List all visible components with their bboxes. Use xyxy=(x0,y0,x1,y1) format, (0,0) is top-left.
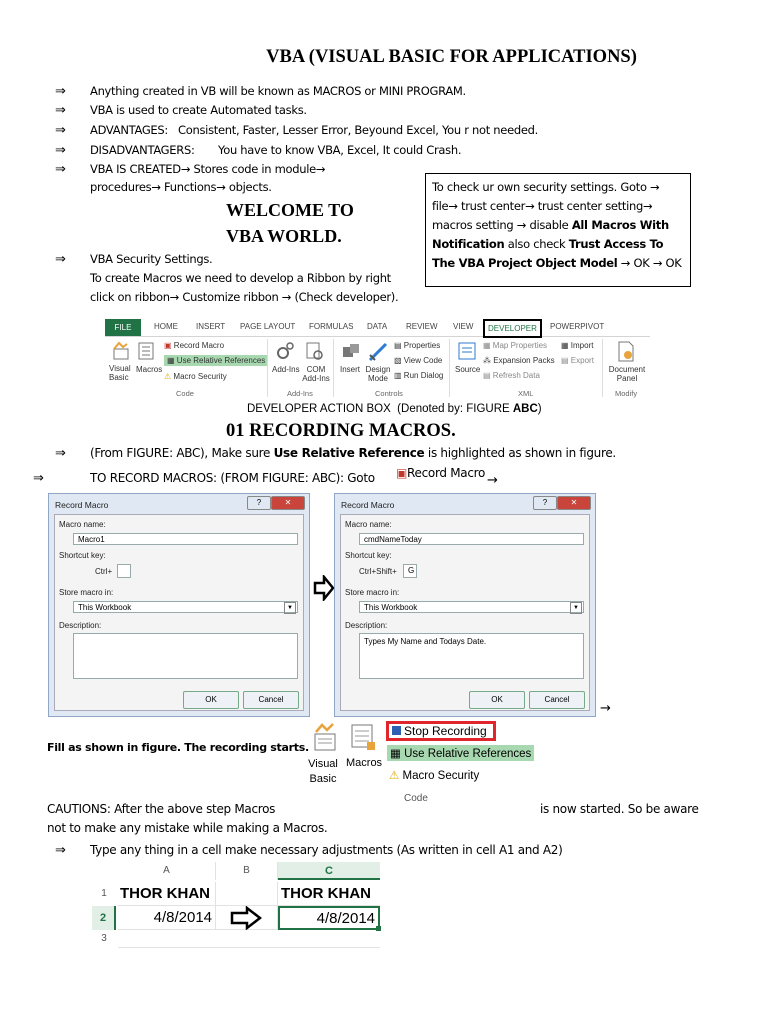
expansion-packs-button[interactable] xyxy=(483,356,555,365)
refresh-data-button[interactable] xyxy=(483,371,540,380)
bullet-text: Type any thing in a cell make necessary adjustments (As written in cell A1 and A2) xyxy=(90,843,563,857)
tab-view[interactable]: VIEW xyxy=(453,322,474,331)
cell-c2-selected[interactable]: 4/8/2014 xyxy=(278,906,380,930)
shortcut-key-input[interactable]: G xyxy=(403,564,417,578)
ribbon-separator xyxy=(602,339,603,397)
note-text: To check ur own security settings. Goto → file→ trust center→ trust center setting→ macros setting → disable xyxy=(432,180,660,232)
bullet-arrow-icon: ⇒ xyxy=(55,446,66,461)
use-relative-references-label: Use Relative References xyxy=(404,748,532,760)
caution-text: is now started. So be aware xyxy=(540,802,699,816)
ok-button[interactable]: OK xyxy=(469,691,525,709)
macro-security-button[interactable] xyxy=(164,372,227,381)
developer-ribbon xyxy=(105,319,650,399)
macro-security-label: Macro Security xyxy=(402,770,480,782)
cancel-button[interactable]: Cancel xyxy=(529,691,585,709)
row-header: 1 xyxy=(101,888,107,899)
bullet-arrow-icon: ⇒ xyxy=(33,471,44,486)
record-macro-dialog-2 xyxy=(334,493,596,717)
macro-name-input[interactable]: Macro1 xyxy=(73,533,298,545)
store-macro-select[interactable] xyxy=(359,601,584,613)
bullet-arrow-icon: ⇒ xyxy=(55,252,66,267)
record-macro-icon: ▣ xyxy=(164,341,172,350)
source-icon[interactable] xyxy=(457,341,477,361)
bullet-text: DISADVANTAGERS: You have to know VBA, Excel, It could Crash. xyxy=(90,143,462,157)
note-bold-text: All Macros With Notification xyxy=(432,218,669,251)
ribbon-separator xyxy=(267,339,268,397)
document-panel-label[interactable]: Document Panel xyxy=(608,365,646,383)
tab-file[interactable]: FILE xyxy=(105,319,141,336)
export-label: Export xyxy=(570,356,594,365)
record-macro-inline xyxy=(396,466,485,480)
use-relative-references-label: Use Relative References xyxy=(176,356,266,365)
note-text: → OK → OK xyxy=(617,256,682,270)
figure-caption-end: ) xyxy=(537,403,542,415)
import-icon: ▦ xyxy=(561,341,569,350)
store-macro-label: Store macro in: xyxy=(345,588,400,597)
insert-label[interactable]: Insert xyxy=(340,365,361,374)
refresh-data-icon: ▤ xyxy=(483,371,491,380)
insert-controls-icon[interactable] xyxy=(341,341,361,361)
modify-group-label: Modify xyxy=(615,389,638,398)
view-code-label: View Code xyxy=(403,356,443,365)
import-label: Import xyxy=(570,341,594,350)
record-macro-dialog-1 xyxy=(48,493,310,717)
ribbon-tabs xyxy=(105,319,650,337)
row-header: 3 xyxy=(101,933,107,944)
record-macro-inline-label: Record Macro xyxy=(407,466,486,480)
cell-a1[interactable]: THOR KHAN xyxy=(118,882,216,906)
properties-icon: ▤ xyxy=(394,341,402,350)
document-panel-icon[interactable] xyxy=(616,341,636,363)
map-properties-button[interactable] xyxy=(483,341,547,350)
design-mode-label[interactable]: Design Mode xyxy=(365,365,391,383)
ribbon-separator xyxy=(333,339,334,397)
macros-label: Macros xyxy=(346,757,383,769)
stop-recording-button[interactable] xyxy=(386,721,496,741)
tab-data[interactable]: DATA xyxy=(367,322,388,331)
shortcut-key-label: Shortcut key: xyxy=(345,551,392,560)
relative-references-icon: ▦ xyxy=(390,748,401,760)
welcome-heading: WELCOME TO xyxy=(226,200,354,220)
cell-a2[interactable]: 4/8/2014 xyxy=(118,906,216,930)
export-button[interactable] xyxy=(561,356,594,365)
bullet-bold-text: Use Relative Reference xyxy=(273,446,425,460)
import-button[interactable] xyxy=(561,341,593,350)
export-icon: ▤ xyxy=(561,356,569,365)
map-properties-label: Map Properties xyxy=(492,341,548,350)
store-macro-label: Store macro in: xyxy=(59,588,114,597)
addins-icon[interactable] xyxy=(275,341,295,361)
addins-label[interactable]: Add-Ins xyxy=(272,365,300,374)
stop-recording-label: Stop Recording xyxy=(404,724,487,738)
cell-b1[interactable] xyxy=(216,882,278,906)
note-bold-text: Trust Access To The VBA Project Object Model xyxy=(432,237,664,270)
fill-instruction: Fill as shown in figure. The recording starts. xyxy=(47,741,309,754)
ctrl-shift-label: Ctrl+Shift+ xyxy=(359,567,397,576)
store-macro-select[interactable] xyxy=(73,601,298,613)
description-label: Description: xyxy=(59,621,102,630)
bullet-arrow-icon: ⇒ xyxy=(55,103,66,118)
figure-caption-bold: ABC xyxy=(512,403,538,415)
hollow-arrow-icon xyxy=(230,906,262,930)
close-button[interactable]: ✕ xyxy=(271,496,305,510)
row-header-selected: 2 xyxy=(92,906,116,930)
bullet-text-part: (From FIGURE: ABC), Make sure xyxy=(90,446,274,460)
expansion-packs-label: Expansion Packs xyxy=(493,356,555,365)
tab-insert[interactable]: INSERT xyxy=(196,322,226,331)
section-heading: 01 RECORDING MACROS. xyxy=(226,421,456,441)
cancel-button[interactable]: Cancel xyxy=(243,691,299,709)
arrow-right-icon: → xyxy=(600,701,611,716)
code-group-label: Code xyxy=(176,389,194,398)
store-macro-value: This Workbook xyxy=(364,603,418,612)
macro-security-button[interactable] xyxy=(389,768,479,782)
run-dialog-label: Run Dialog xyxy=(403,371,444,380)
caution-text: not to make any mistake while making a Macros. xyxy=(47,821,328,835)
help-button[interactable]: ? xyxy=(533,496,557,510)
bullet-text: VBA is used to create Automated tasks. xyxy=(90,103,307,117)
macro-security-label: Macro Security xyxy=(173,372,227,381)
warning-icon: ⚠ xyxy=(389,770,400,782)
addins-group-label: Add-Ins xyxy=(287,389,313,398)
visual-basic-label[interactable]: Visual Basic xyxy=(109,364,131,382)
bullet-arrow-icon: ⇒ xyxy=(55,843,66,858)
note-text: also check xyxy=(504,237,569,251)
dropdown-arrow-icon: ▼ xyxy=(570,602,582,614)
description-textarea[interactable] xyxy=(73,633,298,679)
page-title: VBA (VISUAL BASIC FOR APPLICATIONS) xyxy=(266,47,637,67)
properties-label: Properties xyxy=(403,341,441,350)
warning-icon: ⚠ xyxy=(164,372,172,381)
tab-developer[interactable]: DEVELOPER xyxy=(483,319,542,338)
column-header-selected: C xyxy=(278,862,380,880)
bullet-text: VBA IS CREATED→ Stores code in module→ xyxy=(90,162,326,176)
map-properties-icon: ▦ xyxy=(483,341,491,350)
stop-icon xyxy=(392,726,401,735)
ribbon-separator xyxy=(449,339,450,397)
bullet-text: To create Macros we need to develop a Ribbon by right xyxy=(90,271,391,285)
cell-grid-row3 xyxy=(118,930,380,948)
figure-caption xyxy=(247,403,542,415)
dialog-body xyxy=(54,514,304,711)
record-macro-icon: ▣ xyxy=(396,466,408,480)
controls-group-label: Controls xyxy=(375,389,403,398)
store-macro-value: This Workbook xyxy=(78,603,132,612)
column-header: A xyxy=(118,862,216,880)
security-settings-note xyxy=(425,173,691,287)
bullet-text-part: TO RECORD MACROS: (FROM FIGURE: ABC): Goto xyxy=(90,471,379,485)
run-dialog-icon: ▥ xyxy=(394,371,402,380)
help-button[interactable]: ? xyxy=(247,496,271,510)
cell-c1[interactable]: THOR KHAN xyxy=(278,882,380,906)
tab-page-layout[interactable]: PAGE LAYOUT xyxy=(240,322,296,331)
shortcut-key-label: Shortcut key: xyxy=(59,551,106,560)
macros-icon xyxy=(350,722,378,752)
expansion-packs-icon: ⁂ xyxy=(483,356,491,365)
bullet-text: Anything created in VB will be known as MACROS or MINI PROGRAM. xyxy=(90,84,466,98)
bullet-text: ADVANTAGES: Consistent, Faster, Lesser Error, Beyound Excel, You r not needed. xyxy=(90,123,538,137)
arrow-right-icon: → xyxy=(487,473,498,488)
bullet-text xyxy=(90,446,616,460)
bullet-arrow-icon: ⇒ xyxy=(55,84,66,99)
tab-home[interactable]: HOME xyxy=(154,322,178,331)
dialog-title: Record Macro xyxy=(55,500,109,510)
bullet-arrow-icon: ⇒ xyxy=(55,143,66,158)
visual-basic-icon[interactable] xyxy=(111,341,131,361)
com-addins-icon[interactable] xyxy=(304,341,324,361)
ctrl-label: Ctrl+ xyxy=(95,567,113,576)
tab-review[interactable]: REVIEW xyxy=(406,322,438,331)
cell-b2[interactable] xyxy=(216,906,278,930)
macro-name-input[interactable]: cmdNameToday xyxy=(359,533,584,545)
dialog-title: Record Macro xyxy=(341,500,395,510)
column-header: B xyxy=(216,862,278,880)
record-macro-button[interactable] xyxy=(164,341,224,350)
close-button[interactable]: ✕ xyxy=(557,496,591,510)
description-label: Description: xyxy=(345,621,388,630)
bullet-text-part: is highlighted as shown in figure. xyxy=(424,446,616,460)
macro-name-label: Macro name: xyxy=(345,520,392,529)
use-relative-references-button[interactable] xyxy=(164,355,268,366)
bullet-text xyxy=(90,471,378,485)
bullet-arrow-icon: ⇒ xyxy=(55,162,66,177)
view-code-icon: ▧ xyxy=(394,356,402,365)
use-relative-references-button[interactable] xyxy=(387,745,534,761)
tab-formulas[interactable]: FORMULAS xyxy=(309,322,354,331)
visual-basic-icon xyxy=(312,722,338,752)
welcome-heading: VBA WORLD. xyxy=(226,226,342,246)
xml-group-label: XML xyxy=(518,389,534,398)
bullet-text: click on ribbon→ Customize ribbon → (Check developer). xyxy=(90,290,399,304)
ok-button[interactable]: OK xyxy=(183,691,239,709)
spreadsheet-excerpt xyxy=(92,862,382,952)
view-code-button[interactable] xyxy=(394,356,442,365)
visual-basic-label: Visual Basic xyxy=(308,758,338,785)
shortcut-key-input[interactable] xyxy=(117,564,131,578)
record-macro-label: Record Macro xyxy=(173,341,225,350)
dialog-body xyxy=(340,514,590,711)
tab-powerpivot[interactable]: POWERPIVOT xyxy=(550,322,605,331)
design-mode-icon[interactable] xyxy=(367,341,389,363)
run-dialog-button[interactable] xyxy=(394,371,443,380)
description-textarea[interactable]: Types My Name and Todays Date. xyxy=(359,633,584,679)
bullet-arrow-icon: ⇒ xyxy=(55,123,66,138)
code-group-label: Code xyxy=(404,793,428,804)
bullet-text: procedures→ Functions→ objects. xyxy=(90,180,272,194)
hollow-arrow-icon xyxy=(313,575,335,601)
relative-references-icon: ▦ xyxy=(167,356,175,365)
macros-label[interactable]: Macros xyxy=(136,365,163,374)
properties-button[interactable] xyxy=(394,341,440,350)
figure-caption-text: DEVELOPER ACTION BOX (Denoted by: FIGURE xyxy=(247,403,513,415)
com-addins-label[interactable]: COM Add-Ins xyxy=(302,365,330,383)
caution-text: CAUTIONS: After the above step Macros xyxy=(47,802,276,816)
source-label[interactable]: Source xyxy=(455,365,481,374)
refresh-data-label: Refresh Data xyxy=(492,371,540,380)
macros-icon[interactable] xyxy=(137,341,157,361)
bullet-text: VBA Security Settings. xyxy=(90,252,213,266)
macro-name-label: Macro name: xyxy=(59,520,106,529)
dropdown-arrow-icon: ▼ xyxy=(284,602,296,614)
